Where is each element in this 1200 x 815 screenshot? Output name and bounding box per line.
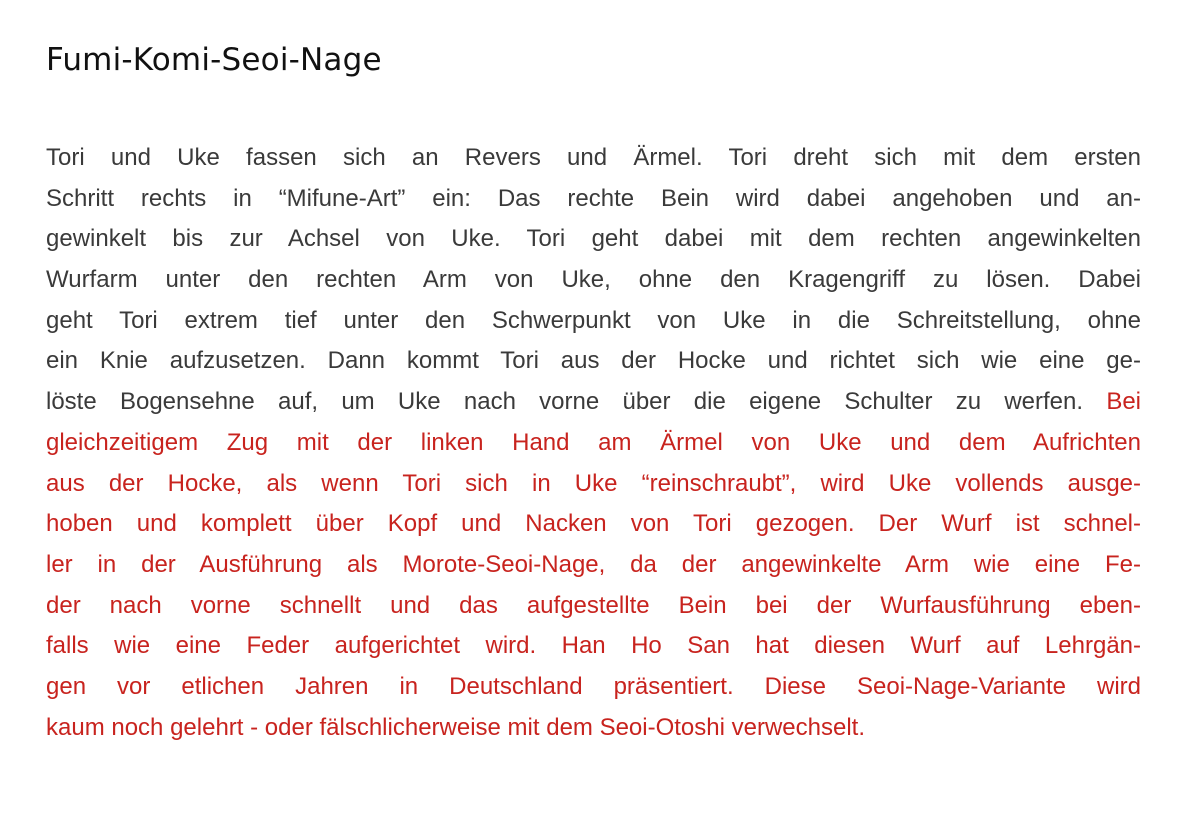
paragraph-line xyxy=(46,667,1141,708)
page-title: Fumi-Komi-Seoi-Nage xyxy=(46,42,382,78)
paragraph-line xyxy=(46,504,1141,545)
highlighted-text: hoben und komplett über Kopf und Nacken von Tori gezogen. Der Wurf ist schnel- xyxy=(46,510,1141,538)
paragraph-line xyxy=(46,341,1141,382)
paragraph-line xyxy=(46,138,1141,179)
highlighted-text: falls wie eine Feder aufgerichtet wird. Han Ho San hat diesen Wurf auf Lehrgän- xyxy=(46,632,1141,660)
paragraph-line xyxy=(46,423,1141,464)
highlighted-text: kaum noch gelehrt - oder fälschlicherweise mit dem Seoi-Otoshi verwechselt. xyxy=(46,713,866,741)
document-page xyxy=(46,40,1141,748)
highlighted-text: der nach vorne schnellt und das aufgestellte Bein bei der Wurfausführung eben- xyxy=(46,591,1141,619)
body-text: Schritt rechts in “Mifune-Art” ein: Das rechte Bein wird dabei angehoben und an- xyxy=(46,184,1141,212)
paragraph-line xyxy=(46,382,1141,423)
body-paragraph xyxy=(46,138,1141,748)
highlighted-text: gleichzeitigem Zug mit der linken Hand am Ärmel von Uke und dem Aufrichten xyxy=(46,428,1141,456)
body-text: gewinkelt bis zur Achsel von Uke. Tori geht dabei mit dem rechten angewinkelten xyxy=(46,225,1141,253)
highlighted-text: Bei xyxy=(1106,388,1141,416)
paragraph-line xyxy=(46,586,1141,627)
body-text: ein Knie aufzusetzen. Dann kommt Tori aus der Hocke und richtet sich wie eine ge- xyxy=(46,347,1141,375)
body-text: geht Tori extrem tief unter den Schwerpunkt von Uke in die Schreitstellung, ohne xyxy=(46,306,1141,334)
highlighted-text: aus der Hocke, als wenn Tori sich in Uke “reinschraubt”, wird Uke vollends ausge- xyxy=(46,469,1141,497)
paragraph-line xyxy=(46,179,1141,220)
highlighted-text: ler in der Ausführung als Morote-Seoi-Nage, da der angewinkelte Arm wie eine Fe- xyxy=(46,550,1141,578)
paragraph-line xyxy=(46,301,1141,342)
body-text: Tori und Uke fassen sich an Revers und Ärmel. Tori dreht sich mit dem ersten xyxy=(46,144,1141,171)
paragraph-line xyxy=(46,219,1141,260)
paragraph-line xyxy=(46,708,1141,749)
body-text: Wurfarm unter den rechten Arm von Uke, ohne den Kragengriff zu lösen. Dabei xyxy=(46,266,1141,294)
paragraph-line xyxy=(46,464,1141,505)
paragraph-line xyxy=(46,260,1141,301)
highlighted-text: gen vor etlichen Jahren in Deutschland präsentiert. Diese Seoi-Nage-Variante wird xyxy=(46,672,1141,700)
paragraph-line xyxy=(46,626,1141,667)
body-text: löste Bogensehne auf, um Uke nach vorne über die eigene Schulter zu werfen. xyxy=(46,388,1107,416)
paragraph-line xyxy=(46,545,1141,586)
